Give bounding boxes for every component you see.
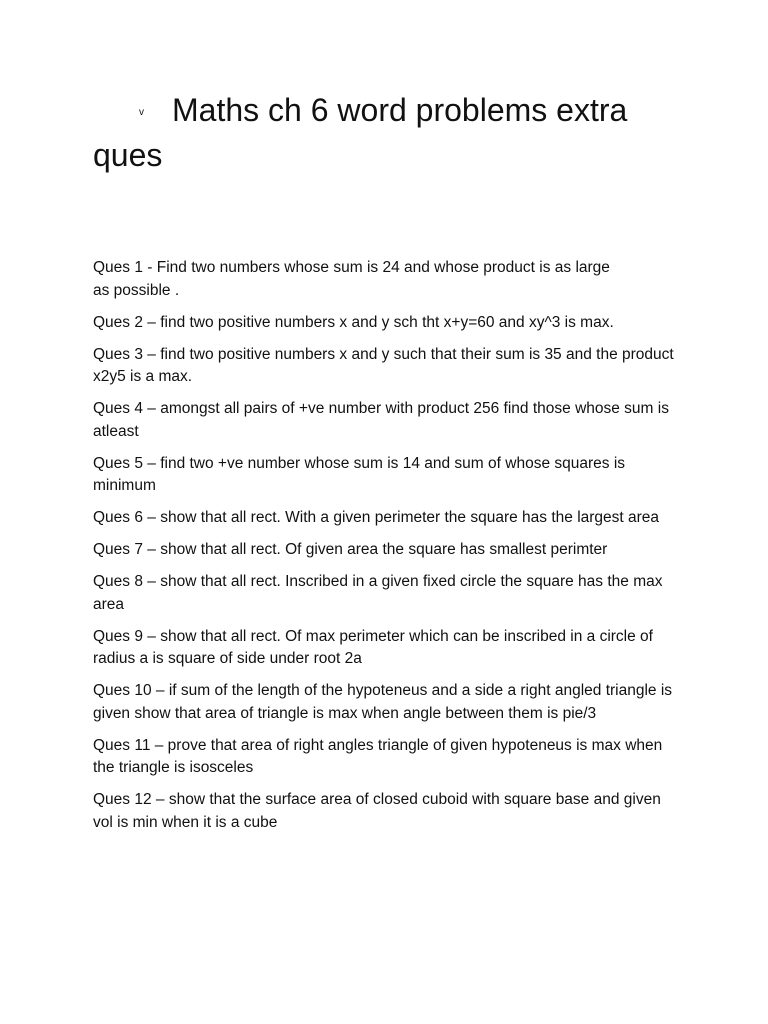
- question-6: Ques 6 – show that all rect. With a given perimeter the square has the largest area: [93, 509, 660, 526]
- question-list: [93, 257, 683, 844]
- document-title: Maths ch 6 word problems extra ques: [93, 92, 628, 173]
- title-marker: v: [139, 107, 144, 119]
- question-2: Ques 2 – find two positive numbers x and y sch tht x+y=60 and xy^3 is max.: [93, 313, 614, 331]
- document-title-block: [93, 88, 683, 178]
- question-9: Ques 9 – show that all rect. Of max perimeter which can be inscribed in a circle of radius a is square of side under root 2a: [93, 627, 653, 667]
- question-12: Ques 12 – show that the surface area of closed cuboid with square base and given vol is min when it is a cube: [93, 791, 661, 831]
- question-11: Ques 11 – prove that area of right angles triangle of given hypoteneus is max when the triangle is isosceles: [93, 736, 663, 776]
- question-7: Ques 7 – show that all rect. Of given area the square has smallest perimter: [93, 541, 608, 558]
- question-8: Ques 8 – show that all rect. Inscribed in a given fixed circle the square has the max area: [93, 573, 663, 613]
- question-1: Ques 1 - Find two numbers whose sum is 24 and whose product is as large as possible .: [93, 259, 610, 299]
- question-3: Ques 3 – find two positive numbers x and y such that their sum is 35 and the product x2y5 is a max.: [93, 345, 674, 385]
- question-10: Ques 10 – if sum of the length of the hypoteneus and a side a right angled triangle is given show that area of triangle is max when angle between them is pie/3: [93, 682, 673, 722]
- question-4: Ques 4 – amongst all pairs of +ve number with product 256 find those whose sum is atleast: [93, 400, 669, 440]
- question-5: Ques 5 – find two +ve number whose sum is 14 and sum of whose squares is minimum: [93, 454, 626, 494]
